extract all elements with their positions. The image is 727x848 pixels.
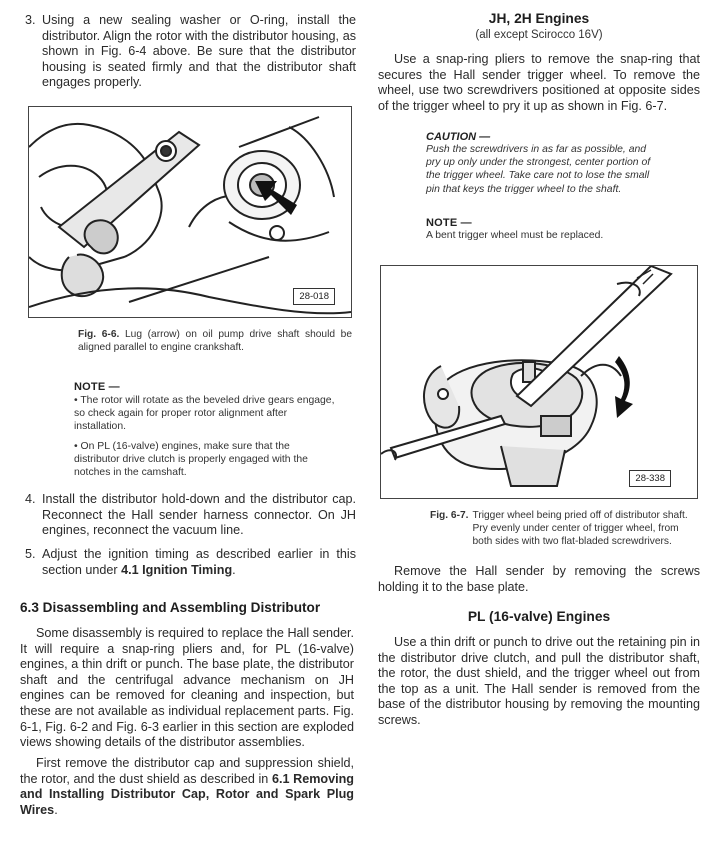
jh-engines-heading: JH, 2H Engines — [488, 11, 590, 26]
note-text: A bent trigger wheel must be replaced. — [426, 230, 604, 241]
step-5 — [25, 547, 356, 578]
caption-text: Trigger wheel being pried off of distributor shaft. Pry evenly under center of trigger wheel, from both sides with two flat-bladed screwdrivers. — [472, 510, 688, 547]
caution-title: CAUTION — — [426, 131, 491, 143]
step-number: 4. — [25, 492, 36, 506]
trigger-wheel-illustration — [381, 266, 697, 498]
step-4 — [25, 492, 356, 539]
note-title: NOTE — — [426, 217, 472, 229]
caption-label: Fig. 6-6. — [78, 329, 120, 340]
figure-caption — [430, 509, 698, 548]
pl-paragraph: Use a thin drift or punch to drive out the retaining pin in the distributor drive clutch, and pull the distributor shaft, the rotor, the dust shield, and the trigger wheel out from the top as a unit. The Hall sender is removed from the base of the distributor housing by removing the mounting screws. — [378, 635, 700, 727]
jh-paragraph: Use a snap-ring pliers to remove the snap-ring that secures the Hall sender trigger wheel. To remove the wheel, use two screwdrivers positioned at opposite sides of the trigger wheel to pry it up as shown in Fig. 6-7. — [378, 52, 700, 113]
step-text: Adjust the ignition timing as described earlier in this section under 4.1 Ignition Timing. — [42, 547, 356, 577]
note-box — [426, 217, 658, 242]
section-paragraph-1: Some disassembly is required to replace the Hall sender. It will require a snap-ring pliers and, for PL (16-valve) engines, a thin drift or punch. The base plate, the distributor shaft and the centrifugal advance mechanism on JH engines can be removed for cleaning and inspection, but these are not available as individual replacement parts. Fig. 6-1, Fig. 6-2 and Fig. 6-3 earlier in this section are exploded views showing details of the distributor assemblies. — [20, 626, 354, 750]
figure-tag: 28-018 — [293, 288, 335, 305]
step-text: Install the distributor hold-down and the distributor cap. Reconnect the Hall sender harness connector. On JH engines, reconnect the vacuum line. — [42, 492, 356, 538]
caption-text: Lug (arrow) on oil pump drive shaft should be aligned parallel to engine crankshaft. — [78, 329, 352, 353]
caution-text: Push the screwdrivers in as far as possible, and pry up only under the strongest, center portion of the trigger wheel. Take care not to lose the small pin that keys the trigger wheel to the shaft. — [426, 144, 651, 195]
note-title: NOTE — — [74, 381, 120, 393]
figure-6-6 — [28, 106, 352, 318]
section-paragraph-2: First remove the distributor cap and suppression shield, the rotor, and the dust shield as described in 6.1 Removing and Installing Distributor Cap, Rotor and Spark Plug Wires. — [20, 756, 354, 817]
pl-engines-heading: PL (16-valve) Engines — [467, 609, 611, 624]
figure-tag: 28-338 — [629, 470, 671, 487]
distributor-housing-illustration — [29, 107, 351, 317]
note-bullet-1: • The rotor will rotate as the beveled drive gears engage, so check again for proper rotor alignment after installation. — [74, 395, 335, 433]
step-3 — [25, 13, 356, 91]
jh-engines-subheading: (all except Scirocco 16V) — [475, 29, 603, 41]
figure-caption — [78, 328, 352, 354]
note-bullet-2: • On PL (16-valve) engines, make sure that the distributor drive clutch is properly engaged with the notches in the camshaft. — [74, 440, 308, 479]
arrow-icon — [615, 356, 633, 418]
figure-6-7 — [380, 265, 698, 499]
note-box — [74, 381, 336, 479]
step-text: Using a new sealing washer or O-ring, install the distributor. Align the rotor with the distributor housing, as shown in Fig. 6-4 above. Be sure that the distributor housing is seated firmly and that the distributor shaft engages properly. — [42, 13, 356, 90]
hall-sender-paragraph: Remove the Hall sender by removing the screws holding it to the base plate. — [378, 564, 700, 594]
caution-box — [426, 131, 658, 196]
section-heading: 6.3 Disassembling and Assembling Distributor — [20, 600, 321, 615]
caption-label: Fig. 6-7. — [430, 510, 469, 521]
step-number: 5. — [25, 547, 36, 561]
step-number: 3. — [25, 13, 36, 27]
